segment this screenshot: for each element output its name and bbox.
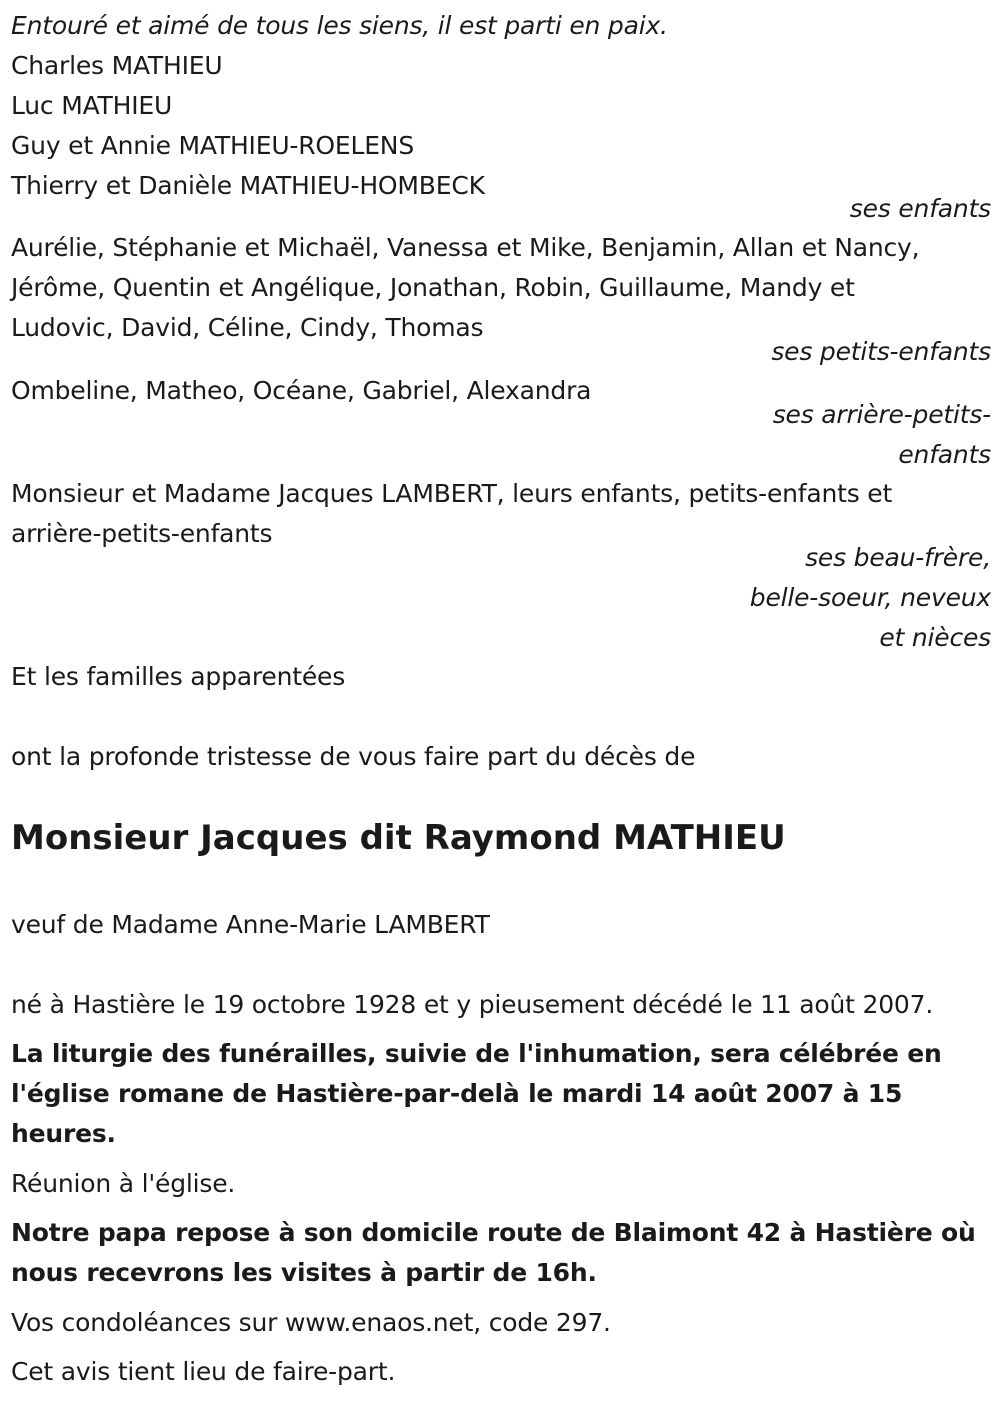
in-laws-line: arrière-petits-enfants: [11, 519, 273, 548]
widower-line: veuf de Madame Anne-Marie LAMBERT: [11, 910, 490, 939]
child-name: Guy et Annie MATHIEU-ROELENS: [11, 131, 414, 160]
notice-line: Cet avis tient lieu de faire-part.: [11, 1357, 396, 1386]
condolences-line: Vos condoléances sur www.enaos.net, code 297.: [11, 1308, 611, 1337]
relatives-line: Et les familles apparentées: [11, 662, 346, 691]
great-grandchildren-line: Ombeline, Matheo, Océane, Gabriel, Alexandra: [11, 376, 592, 405]
in-laws-label: ses beau-frère,: [805, 543, 991, 572]
grandchildren-line: Jérôme, Quentin et Angélique, Jonathan, Robin, Guillaume, Mandy et: [11, 273, 855, 302]
birth-death-line: né à Hastière le 19 octobre 1928 et y pieusement décédé le 11 août 2007.: [11, 990, 934, 1019]
intro-text: Entouré et aimé de tous les siens, il est parti en paix.: [11, 11, 668, 40]
child-name: Charles MATHIEU: [11, 51, 223, 80]
child-name: Thierry et Danièle MATHIEU-HOMBECK: [11, 171, 485, 200]
visits-line: nous recevrons les visites à partir de 16h.: [11, 1258, 597, 1287]
child-name: Luc MATHIEU: [11, 91, 173, 120]
deceased-name: Monsieur Jacques dit Raymond MATHIEU: [11, 818, 786, 858]
in-laws-label: et nièces: [879, 623, 991, 652]
visits-line: Notre papa repose à son domicile route de Blaimont 42 à Hastière où: [11, 1218, 976, 1247]
great-grandchildren-label: enfants: [898, 440, 991, 469]
children-label: ses enfants: [849, 194, 991, 223]
in-laws-line: Monsieur et Madame Jacques LAMBERT, leurs enfants, petits-enfants et: [11, 479, 893, 508]
funeral-line: heures.: [11, 1119, 116, 1148]
funeral-line: l'église romane de Hastière-par-delà le mardi 14 août 2007 à 15: [11, 1079, 903, 1108]
grandchildren-line: Ludovic, David, Céline, Cindy, Thomas: [11, 313, 484, 342]
grandchildren-label: ses petits-enfants: [771, 337, 991, 366]
funeral-line: La liturgie des funérailles, suivie de l'inhumation, sera célébrée en: [11, 1039, 942, 1068]
meeting-line: Réunion à l'église.: [11, 1169, 236, 1198]
great-grandchildren-label: ses arrière-petits-: [772, 400, 991, 429]
announcement-text: ont la profonde tristesse de vous faire part du décès de: [11, 742, 696, 771]
grandchildren-line: Aurélie, Stéphanie et Michaël, Vanessa et Mike, Benjamin, Allan et Nancy,: [11, 233, 920, 262]
in-laws-label: belle-soeur, neveux: [749, 583, 991, 612]
